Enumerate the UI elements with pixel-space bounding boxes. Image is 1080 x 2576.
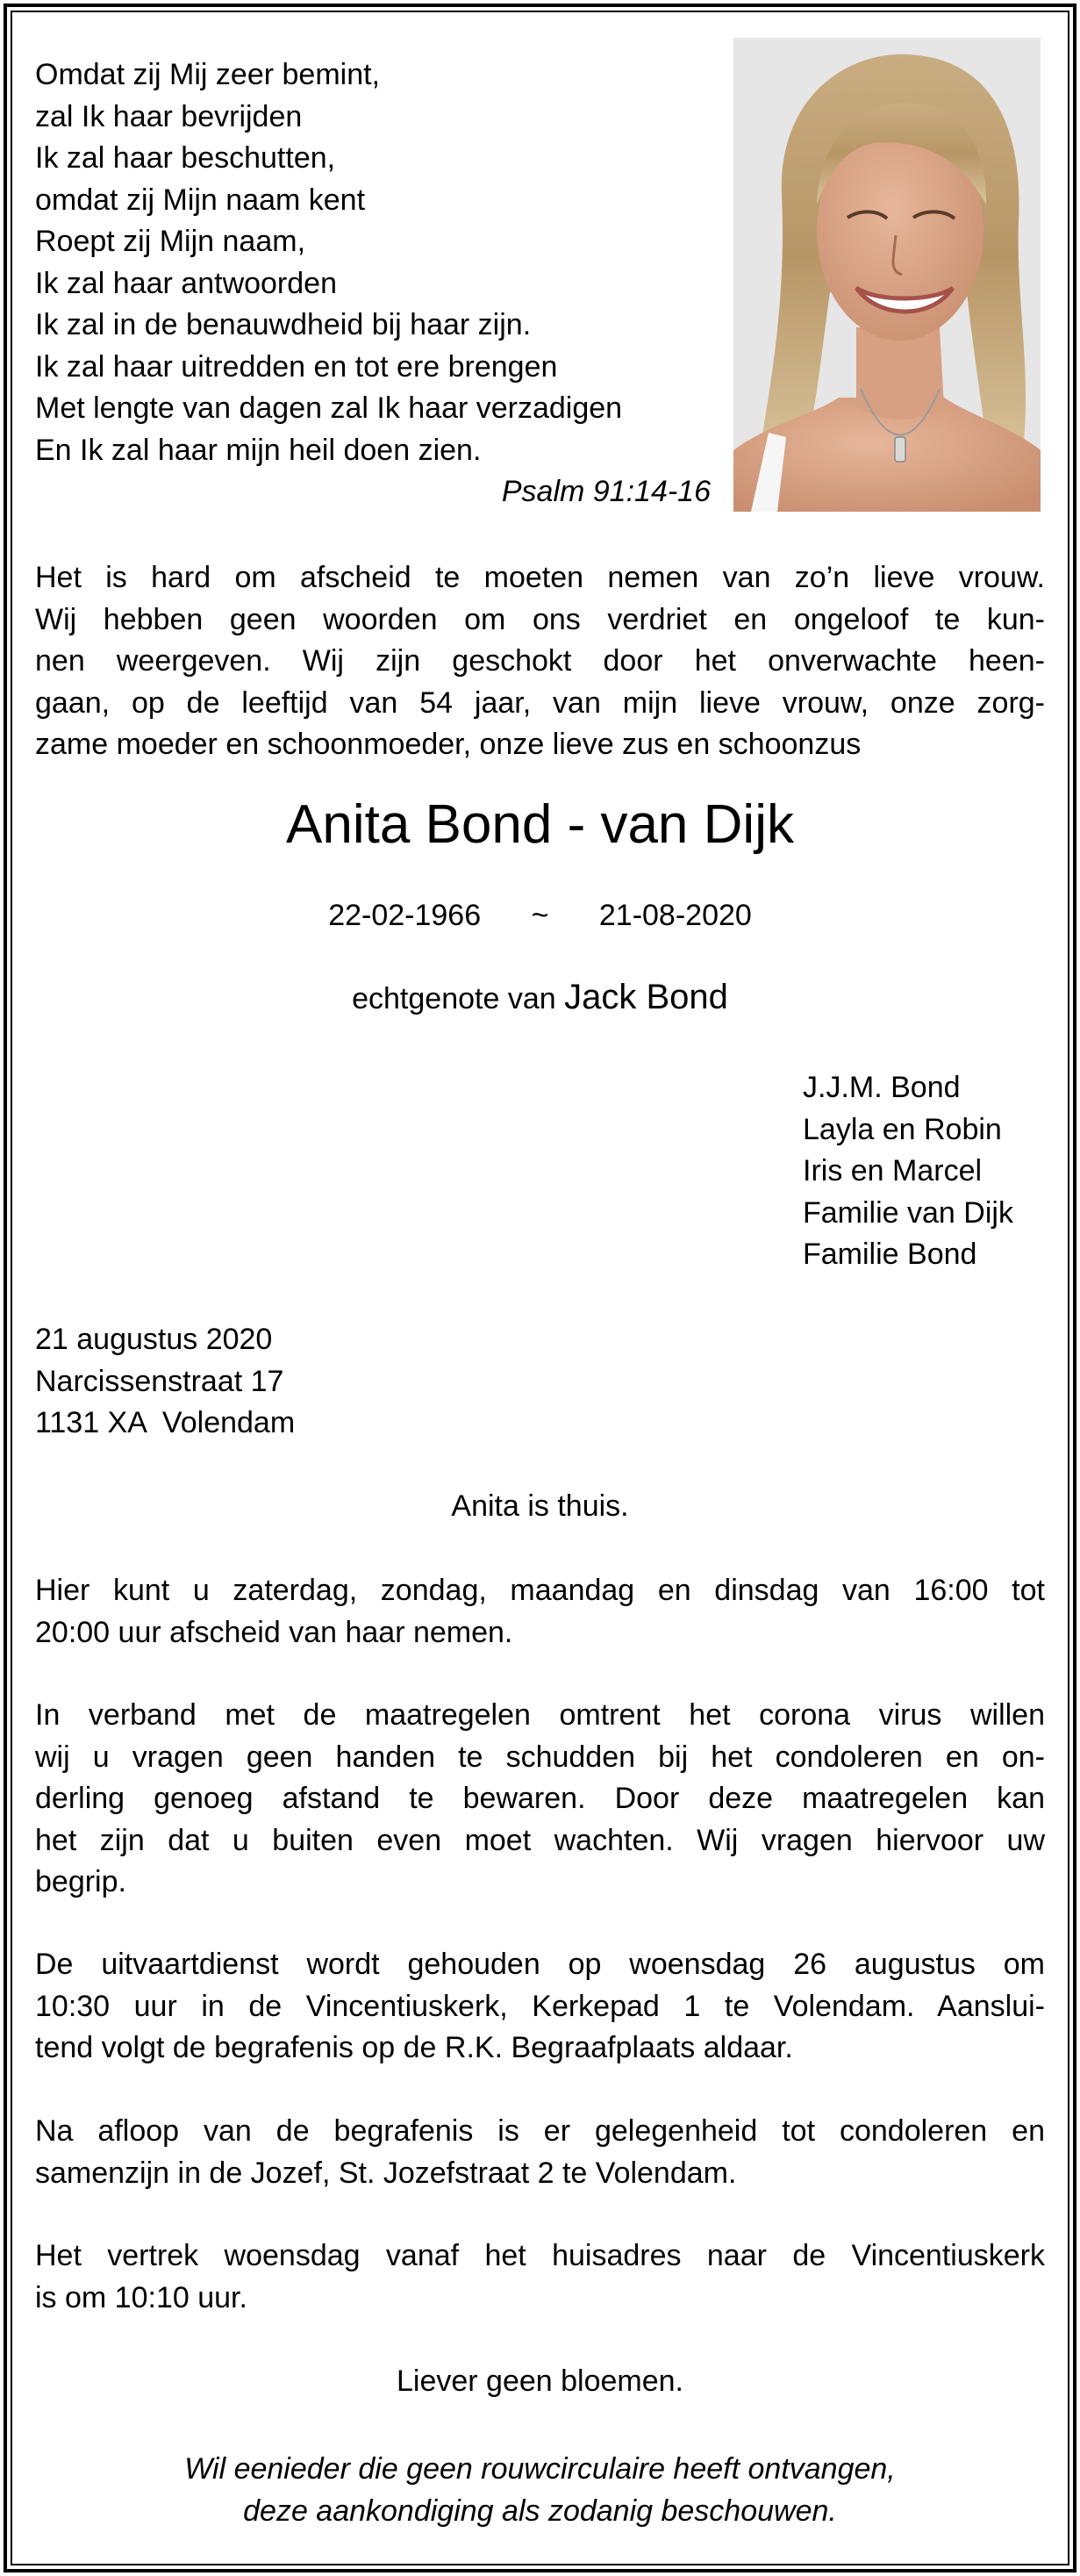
spouse-line <box>35 977 1045 1021</box>
poem-line: Roept zij Mijn naam, <box>35 225 306 258</box>
poem-line: Ik zal in de benauwdheid bij haar zijn. <box>35 308 532 341</box>
date-separator: ~ <box>531 899 549 932</box>
poem-line: Omdat zij Mij zeer bemint, <box>35 58 380 91</box>
family-member: Familie Bond <box>803 1238 977 1271</box>
obituary-notice <box>35 0 1045 2576</box>
intro-line: nen weergeven. Wij zijn geschokt door het onverwachte heen- <box>35 644 1045 678</box>
family-member: Iris en Marcel <box>803 1154 983 1188</box>
condolence-line: samenzijn in de Jozef, St. Jozefstraat 2 te Volendam. <box>35 2156 737 2190</box>
intro-line: Het is hard om afscheid te moeten nemen van zo’n lieve vrouw. <box>35 561 1045 594</box>
closing-line: Wil eenieder die geen rouwcirculaire heeft ontvangen, <box>184 2452 896 2486</box>
poem-line: Ik zal haar antwoorden <box>35 266 337 300</box>
departure-line: Het vertrek woensdag vanaf het huisadres naar de Vincentiuskerk <box>35 2239 1045 2272</box>
condolence-line: Na afloop van de begrafenis is er gelegenheid tot condoleren en <box>35 2114 1045 2148</box>
poem-line: omdat zij Mijn naam kent <box>35 183 366 217</box>
intro-line: zame moeder en schoonmoeder, onze lieve zus en schoonzus <box>35 728 862 761</box>
service-line: De uitvaartdienst wordt gehouden op woensdag 26 augustus om <box>35 1948 1045 1981</box>
home-notice: Anita is thuis. <box>451 1489 629 1523</box>
departure-paragraph <box>35 2235 1045 2319</box>
address-block <box>35 1319 561 1445</box>
life-dates <box>35 895 1045 937</box>
poem-line: Ik zal haar uitredden en tot ere brengen <box>35 349 558 384</box>
family-list <box>803 1067 1045 1276</box>
address-city: 1131 XA Volendam <box>35 1406 296 1439</box>
visiting-paragraph <box>35 1570 1045 1654</box>
death-date: 21-08-2020 <box>598 899 752 932</box>
service-line: 10:30 uur in de Vincentiuskerk, Kerkepad 1 te Volendam. Aanslui- <box>35 1989 1045 2023</box>
visiting-line: 20:00 uur afscheid van haar nemen. <box>35 1615 513 1649</box>
psalm-poem <box>35 54 719 471</box>
poem-line: Ik zal haar beschutten, <box>35 141 336 175</box>
corona-line: het zijn dat u buiten even moet wachten. Wij vragen hiervoor uw <box>35 1823 1045 1857</box>
intro-line: Wij hebben geen woorden om ons verdriet en ongeloof te kun- <box>35 602 1045 636</box>
family-member: Familie van Dijk <box>803 1195 1013 1230</box>
intro-paragraph <box>35 557 1045 766</box>
intro-line: gaan, op de leeftijd van 54 jaar, van mijn lieve vrouw, onze zorg- <box>35 685 1045 720</box>
poem-line: zal Ik haar bevrijden <box>35 99 303 133</box>
closing-note <box>35 2449 1045 2532</box>
service-line: tend volgt de begrafenis op de R.K. Begraafplaats aldaar. <box>35 2031 793 2064</box>
corona-line: wij u vragen geen handen te schudden bij het condoleren en on- <box>35 1740 1045 1774</box>
family-member: Layla en Robin <box>803 1112 1002 1146</box>
visiting-line: Hier kunt u zaterdag, zondag, maandag en dinsdag van 16:00 tot <box>35 1574 1045 1607</box>
address-street: Narcissenstraat 17 <box>35 1364 284 1398</box>
deceased-name: Anita Bond - van Dijk <box>286 794 794 855</box>
departure-line: is om 10:10 uur. <box>35 2280 247 2314</box>
address-date: 21 augustus 2020 <box>35 1323 273 1356</box>
poem-line: En Ik zal haar mijn heil doen zien. <box>35 433 482 467</box>
flowers-notice: Liever geen bloemen. <box>396 2364 683 2398</box>
psalm-reference: Psalm 91:14-16 <box>501 475 711 508</box>
portrait-photo <box>733 38 1041 512</box>
poem-line: Met lengte van dagen zal Ik haar verzadigen <box>35 391 623 425</box>
service-paragraph <box>35 1944 1045 2070</box>
corona-paragraph <box>35 1695 1045 1904</box>
condolence-paragraph <box>35 2111 1045 2194</box>
birth-date: 22-02-1966 <box>328 899 482 932</box>
corona-line: derling genoeg afstand te bewaren. Door deze maatregelen kan <box>35 1782 1045 1815</box>
spouse-name: Jack Bond <box>564 978 728 1016</box>
corona-line: begrip. <box>35 1865 126 1898</box>
corona-line: In verband met de maatregelen omtrent het corona virus willen <box>35 1698 1045 1732</box>
closing-line: deze aankondiging als zodanig beschouwen. <box>243 2493 837 2528</box>
family-member: J.J.M. Bond <box>803 1071 961 1104</box>
spouse-prefix: echtgenote van <box>352 982 556 1015</box>
